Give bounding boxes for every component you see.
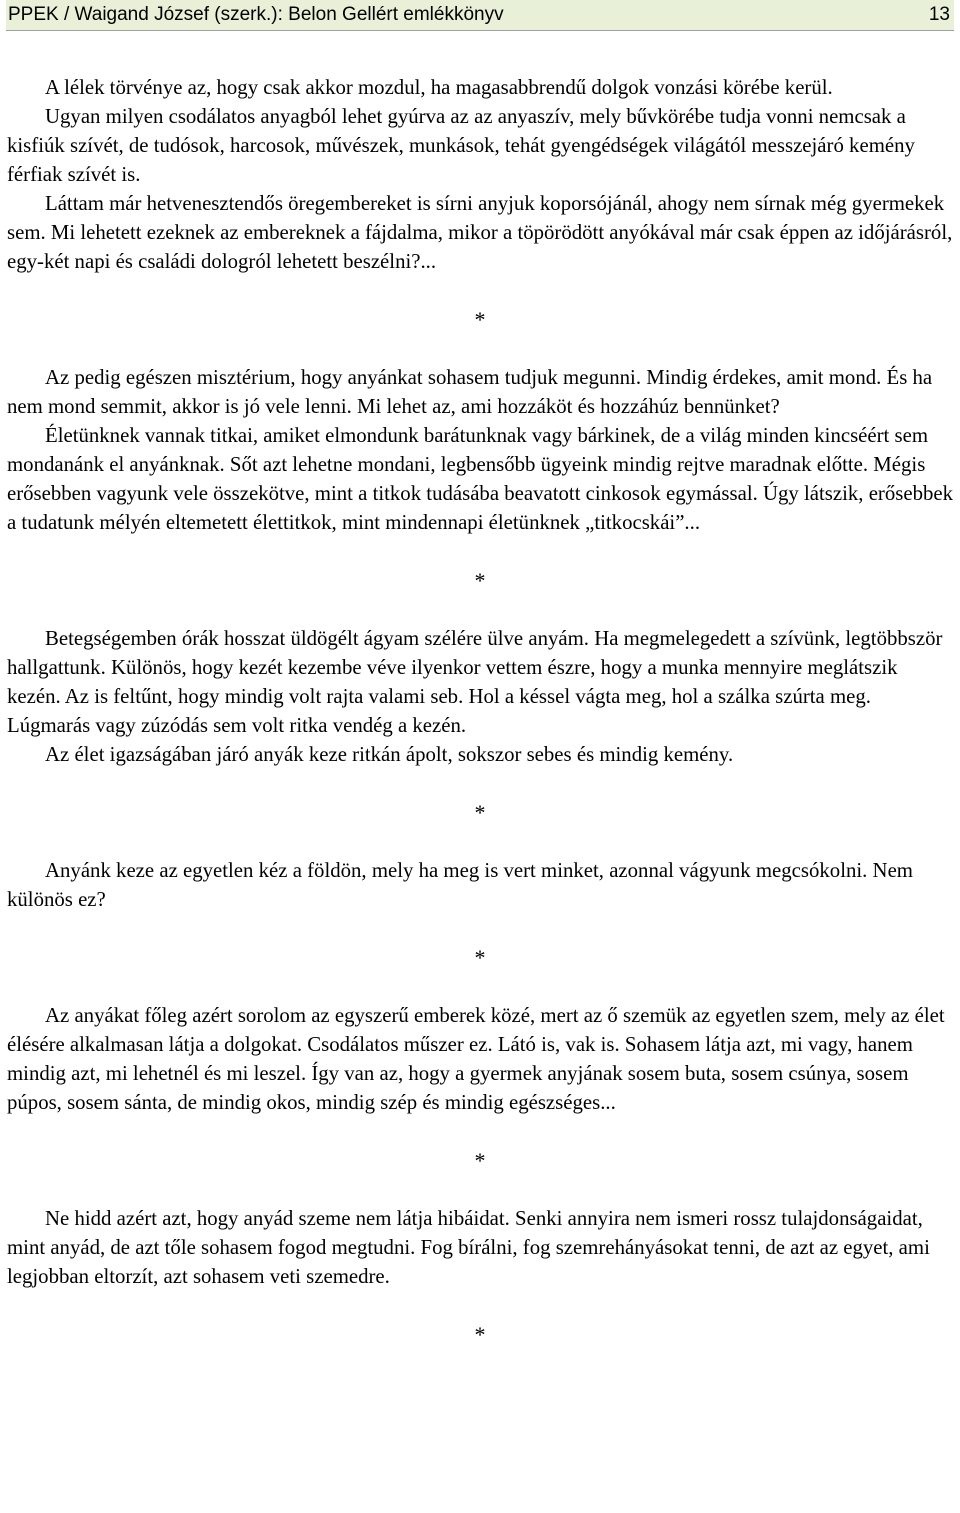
paragraph: A lélek törvénye az, hogy csak akkor mozdul, ha magasabbrendű dolgok vonzási körébe kerül. xyxy=(45,76,833,99)
paragraph: Az élet igazságában járó anyák keze ritkán ápolt, sokszor sebes és mindig kemény. xyxy=(45,743,734,766)
paragraph: Ugyan milyen csodálatos anyagból lehet gyúrva az az anyaszív, mely bűvkörébe tudja vonni nemcsak a kisfiúk szívét, de tudósok, harcosok, művészek, munkások, tehát gyengédségek világától messzejáró kemény férfiak szívét is. xyxy=(7,105,915,186)
paragraph: Betegségemben órák hosszat üldögélt ágyam szélére ülve anyám. Ha megmelegedett a szívünk, legtöbbször hallgattunk. Különös, hogy kezét kezembe véve ilyenkor vettem észre, hogy a munka mennyire meglátszik kezén. Az is feltűnt, hogy mindig volt rajta valami seb. Hol a késsel vágta meg, hol a szálka szúrta meg. Lúgmarás vagy zúzódás sem volt ritka vendég a kezén. xyxy=(7,627,943,737)
paragraph: Az anyákat főleg azért sorolom az egyszerű emberek közé, mert az ő szemük az egyetlen szem, mely az élet élésére alkalmasan látja a dolgokat. Csodálatos műszer ez. Látó is, vak is. Sohasem látja azt, mi vagy, hanem mindig azt, mi lehetnél és mi leszel. Így van az, hogy a gyermek anyjának sosem buta, sosem csúnya, sosem púpos, sosem sánta, de mindig okos, mindig szép és mindig egészséges... xyxy=(7,1004,945,1114)
page-number: 13 xyxy=(928,4,950,25)
section-separator: * xyxy=(474,800,486,825)
paragraph: Életünknek vannak titkai, amiket elmondunk barátunknak vagy bárkinek, de a világ minden kincséért sem mondanánk el anyánknak. Sőt azt lehetne mondani, legbensőbb ügyeink mindig rejtve maradnak előtte. Mégis erősebben vagyunk vele összekötve, mint a titkok tudásába beavatott cinkosok egymással. Úgy látszik, erősebbek a tudatunk mélyén eltemetett élettitkok, mint mindennapi életünknek „titkocskái”... xyxy=(7,424,954,534)
paragraph: Anyánk keze az egyetlen kéz a földön, mely ha meg is vert minket, azonnal vágyunk megcsókolni. Nem különös ez? xyxy=(7,859,913,911)
section-separator: * xyxy=(474,307,486,332)
section-separator: * xyxy=(474,1148,486,1173)
paragraph: Láttam már hetvenesztendős öregembereket is sírni anyjuk koporsójánál, ahogy nem sírnak még gyermekek sem. Mi lehetett ezeknek az embereknek a fájdalma, mikor a töpörödött anyókával már csak éppen az időjárásról, egy-két napi és családi dologról lehetett beszélni?... xyxy=(7,192,953,273)
paragraph: Az pedig egészen misztérium, hogy anyánkat sohasem tudjuk megunni. Mindig érdekes, amit mond. És ha nem mond semmit, akkor is jó vele lenni. Mi lehet az, ami hozzáköt és hozzáhúz bennünket? xyxy=(7,366,933,418)
paragraph: Ne hidd azért azt, hogy anyád szeme nem látja hibáidat. Senki annyira nem ismeri rossz tulajdonságaidat, mint anyád, de azt tőle sohasem fogod megtudni. Fog bírálni, fog szemrehányásokat tenni, de azt az egyet, ami legjobban eltorzít, azt sohasem veti szemedre. xyxy=(7,1207,930,1288)
document-body xyxy=(7,73,953,1349)
page-header xyxy=(6,0,954,31)
header-title: PPEK / Waigand József (szerk.): Belon Gellért emlékkönyv xyxy=(8,4,504,25)
section-separator: * xyxy=(474,568,486,593)
section-separator: * xyxy=(474,945,486,970)
section-separator: * xyxy=(474,1322,486,1347)
